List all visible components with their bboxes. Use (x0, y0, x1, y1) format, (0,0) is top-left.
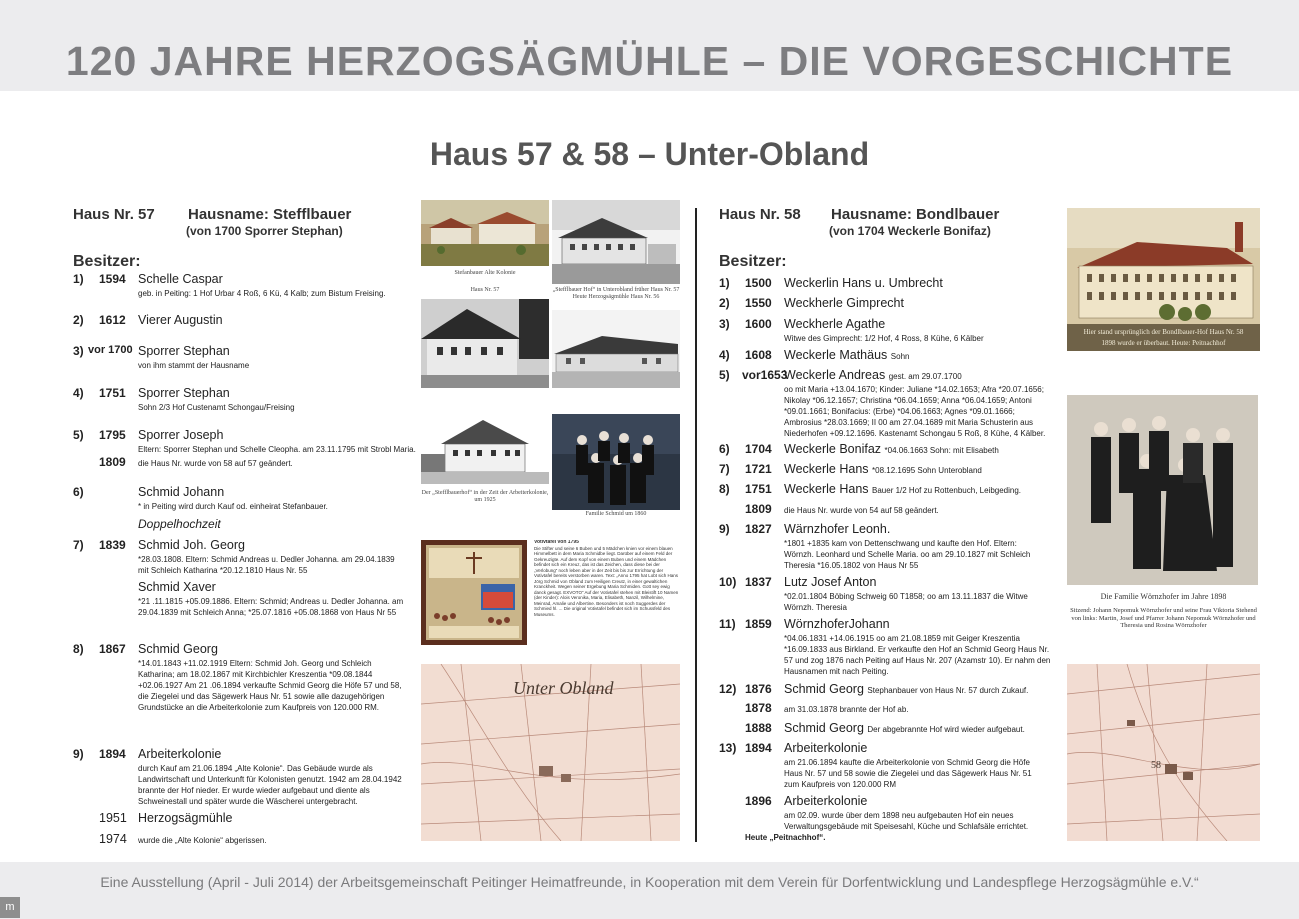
entry-name: Weckherle Agathe (784, 317, 886, 331)
entry-name: WörnzhoferJohann (784, 617, 890, 631)
entry-name: Weckerle Hans (784, 482, 869, 496)
entry-inline-note: Bauer 1/2 Hof zu Rottenbuch, Leibgeding. (872, 486, 1022, 495)
entry-name: Sporrer Stephan (138, 386, 230, 400)
house57-entry-5 (73, 428, 416, 455)
painting-caption-2: 1898 wurde er überbaut. Heute: Peitnachhof (1101, 339, 1226, 347)
entry-inline-note: gest. am 29.07.1700 (888, 372, 962, 381)
note-year: 1896 (745, 794, 772, 808)
entry-number: 11) (719, 617, 736, 631)
house57-entry-1 (73, 272, 403, 299)
entry-inline-note: Stephanbauer von Haus Nr. 57 durch Zukauf. (867, 686, 1029, 695)
house58-entry-9 (719, 522, 1049, 571)
house57-entry-6 (73, 485, 403, 512)
entry-year: vor 1700 (88, 344, 133, 356)
house58-number: Haus Nr. 58 (719, 206, 801, 223)
note-text: Herzogsägmühle (138, 811, 233, 825)
house57-name: Hausname: Stefflbauer (188, 206, 352, 223)
entry-year: 1600 (745, 317, 772, 331)
house58-entry-4 (719, 348, 1049, 362)
entry-year: 1876 (745, 682, 772, 696)
entry-year: 1795 (99, 428, 126, 442)
note-text: die Haus Nr. wurde von 58 auf 57 geändert. (138, 459, 293, 468)
house58-note-1809 (745, 502, 939, 516)
note-text: wurde die „Alte Kolonie“ abgerissen. (138, 836, 267, 845)
photo-caption-1: Stefanbauer Alte Kolonie (454, 270, 516, 276)
family-photo-names: Sitzend: Johann Nepomuk Wörnzhofer und seine Frau Viktoria Stehend von links: Martin, Josef und Pfarrer Johann Nepomuk Wörnzhofer und Theresia und Rosina Wörnzhofer (1070, 607, 1257, 629)
entry-details: Witwe des Gimprecht: 1/2 Hof, 4 Ross, 8 Kühe, 6 Kälber (784, 334, 984, 343)
page-title: 120 JAHRE HERZOGSÄGMÜHLE – DIE VORGESCHICHTE (65, 38, 1234, 84)
entry-number: 6) (73, 485, 84, 499)
double-wedding-label: Doppelhochzeit (138, 517, 221, 531)
entry-year: 1594 (99, 272, 126, 286)
entry-name: Arbeiterkolonie (138, 747, 222, 761)
note-year: 1974 (99, 832, 127, 846)
entry-number: 9) (719, 522, 730, 536)
house58-entry-11 (719, 617, 1049, 677)
entry-year: 1500 (745, 276, 772, 290)
house57-entry-9 (73, 747, 403, 807)
entry-details: *04.06.1831 +14.06.1915 oo am 21.08.1859 mit Geiger Kreszentia *16.09.1833 aus Birkland. Er verkaufte den Hof an Schmid Georg Haus Nr. 57 und zog 1876 nach Peiting auf Haus Nr. 207 (Azamstr 10). Er nahm den Hausnamen mit nach Peiting. (784, 634, 1051, 676)
note-year: 1878 (745, 701, 772, 715)
entry-number: 13) (719, 741, 737, 755)
house58-name: Hausname: Bondlbauer (831, 206, 1000, 223)
photo-caption-1b: Haus Nr. 57 (470, 287, 500, 293)
entry-number: 8) (719, 482, 730, 496)
house58-owners-label: Besitzer: (719, 253, 787, 270)
entry-number: 4) (719, 348, 730, 362)
note-text: die Haus Nr. wurde von 54 auf 58 geändert. (784, 506, 939, 515)
photo-caption-2: „Stefflbauer Hof“ in Unterobland früher Haus Nr. 57 Heute Herzogsägmühle Haus Nr. 56 (552, 287, 680, 300)
house57-note-1951 (99, 811, 233, 825)
note-text: am 31.03.1878 brannte der Hof ab. (784, 705, 909, 714)
entry-year: 1751 (99, 386, 126, 400)
entry-details: Eltern: Sporrer Stephan und Schelle Cleopha. am 23.11.1795 mit Strobl Maria. (138, 445, 416, 454)
votive-note-title: Votivtafel von 1795 (534, 540, 579, 545)
entry-details: durch Kauf am 21.06.1894 „Alte Kolonie“. Das Gebäude wurde als Landwirtschaft und Unterkunft für Kolonisten genutzt. 1942 am 28.04.1942 brannte der Hof nieder. Er wurde wieder aufgebaut und diente als Schweinestall und später wurde die Wäscherei untergebracht. (138, 764, 402, 806)
votive-tablet-note (534, 540, 682, 645)
entry-details: *14.01.1843 +11.02.1919 Eltern: Schmid Joh. Georg und Schleich Katharina; am 18.02.1867 mit Kirchbichler Kreszentia *09.08.1844 +02.06.1927 Am 21 .06.1894 verkaufte Schmid Georg die Höfe 57 und 58, die Ziegelei und das Sägewerk Haus Nr. 51 sowie alle dazugehörigen Grundstücke an die Arbeiterkolonie zum Kaufpreis von 120.000 RM. (138, 659, 402, 712)
entry-year: 1612 (99, 313, 126, 327)
entry-number: 4) (73, 386, 84, 400)
house58-entry-7 (719, 462, 1049, 476)
entry-name: Arbeiterkolonie (784, 741, 868, 755)
map-label: Unter Obland (513, 678, 614, 698)
entry-name: Vierer Augustin (138, 313, 223, 327)
entry-year: vor1653 (742, 368, 788, 382)
entry-year: 1550 (745, 296, 772, 310)
photo-schmid-family (552, 414, 680, 510)
house57-header (73, 206, 352, 238)
note-year: 1951 (99, 811, 127, 825)
entry-details: am 21.06.1894 kaufte die Arbeiterkolonie von Schmid Georg die Höfe Haus Nr. 57 und 58 sowie die Ziegelei und das Sägewerk Haus Nr. 51 zum Kaufpreis von 120.000 RM (784, 758, 1032, 789)
historic-map-left (421, 664, 680, 841)
entry-name: Schmid Joh. Georg (138, 538, 245, 552)
painting-caption-1: Hier stand ursprünglich der Bondlbauer-Hof Haus Nr. 58 (1083, 328, 1244, 336)
historic-map-right (1067, 664, 1260, 841)
entry-details: oo mit Maria +13.04.1670; Kinder: Juliane *14.02.1653; Afra *20.07.1656; Nikolay *06.12.1657; Christina *06.04.1659; Anna *06.04.1659; Antoni *09.01.1661; Bonifacius: (Erbe) *04.06.1663; Agnes *09.01.1666; Ambrosius *28.03.1669; II 00 am 27.04.1689 mit Maria Schusterin aus Niederhofen +09.12.1696. Kastenamt Schongau 5 Roß, 8 Kühe, 4 Kälber. (784, 385, 1046, 438)
footer-text: Eine Ausstellung (April - Juli 2014) der Arbeitsgemeinschaft Peitinger Heimatfreunde, in Kooperation mit dem Verein für Dorfentwicklung und Landespflege Herzogsägmühle e.V.“ (100, 874, 1199, 890)
entry-number: 3) (719, 317, 730, 331)
note-year: 1809 (745, 502, 772, 516)
house58-subname: (von 1704 Weckerle Bonifaz) (829, 224, 991, 238)
entry-name: Weckerle Hans (784, 462, 869, 476)
votive-note-text: Die Stifter und seine 6 Buben und 5 Mädchen knien vor einem blauen Himmelbett in dem Maria Schmidbe liegt. Darüber auf einem Feld der Gekreuzigte. Auf dem Kopf von einem Buben und einem Mädchen befindet sich ein Kreuz, das ist das Zeichen, dass diese bei der „Verlobung“ noch leben aber in der Zeit bis bis zur Errichtung der Votivtafel bereits verstorben waren. Text: „Anno 1795 hat Lobt sich Hans Jörg Schmid von Obland zum Heiligen Creutz, in einer gewaltichen Kranckheit. Wegen seiner Ergebung Maria Schmiden. Gott sey ewig danck gesagt. EXVOTO“ Auf der Votivtafel stehen mit Bleistift 10 Namen (der Kinder): Alois Veronika, Maria, Elisabeth, Nanzil, Wilhelmine, Meinrad, Amalie und Albertine. Besonders ist noch Suggerdes der Schmied hl. ... Die original Votivtafel befindet sich im Schussfeld des Museums. (534, 545, 679, 617)
entry-number: 9) (73, 747, 84, 761)
photo-caption-4: Familie Schmid um 1860 (585, 511, 647, 517)
house57-owners-label: Besitzer: (73, 253, 141, 270)
entry-inline-note: Sohn (890, 352, 910, 361)
house58-entry-6 (719, 442, 1049, 456)
entry-name: Weckerle Bonifaz (784, 442, 882, 456)
map-house-number: 58 (1151, 760, 1161, 771)
entry-year: 1704 (745, 442, 772, 456)
entry-number: 5) (719, 368, 730, 382)
house57-entry-8 (73, 642, 403, 713)
entry-details: *28.03.1808. Eltern: Schmid Andreas u. Dedler Johanna. am 29.04.1839 mit Schleich Katharina *20.12.1810 Haus Nr. 55 (138, 555, 395, 575)
entry-year: 1894 (745, 741, 772, 755)
house58-entry-8 (719, 482, 1049, 496)
entry-details: *02.01.1804 Böbing Schweig 60 T1858; oo am 13.11.1837 die Witwe Wörnzh. Theresia (784, 592, 1028, 612)
entry-details: geb. in Peiting: 1 Hof Urbar 4 Roß, 6 Kü, 4 Kalb; zum Bistum Freising. (138, 289, 386, 298)
entry-inline-note: *08.12.1695 Sohn Unterobland (872, 466, 982, 475)
entry-year: 1867 (99, 642, 126, 656)
entry-name: Weckerle Mathäus (784, 348, 888, 362)
entry-number: 2) (719, 296, 730, 310)
house57-note-1809 (99, 455, 293, 469)
house58-header (719, 206, 1000, 238)
house58-note-1896 (719, 794, 1049, 832)
entry-name: Schmid Johann (138, 485, 225, 499)
corner-tab: m (0, 897, 20, 918)
entry-details: *21 .11.1815 +05.09.1886. Eltern: Schmid; Andreas u. Dedler Johanna. am 29.04.1839 mit Schleich Anna; *25.07.1816 +05.08.1868 von Haus Nr 55 (138, 597, 404, 617)
page-subtitle: Haus 57 & 58 – Unter-Obland (429, 136, 870, 172)
entry-name: Wärnzhofer Leonh. (784, 522, 891, 536)
entry-year: 1827 (745, 522, 772, 536)
entry-number: 2) (73, 313, 84, 327)
entry-number: 6) (719, 442, 730, 456)
entry-year: 1859 (745, 617, 772, 631)
house58-entry-13 (719, 741, 1049, 790)
house57-entry-7 (73, 538, 403, 576)
entry-name: Weckherle Gimprecht (784, 296, 904, 310)
entry-name: Weckerlin Hans u. Umbrecht (784, 276, 943, 290)
note-text: am 02.09. wurde über dem 1898 neu aufgebauten Hof ein neues Verwaltungsgebäude mit Speisesahl, Küche und Schlafsäle errichtet. (784, 811, 1029, 831)
entry-year: 1837 (745, 575, 772, 589)
house58-note-1888 (745, 721, 1025, 735)
entry-name: Schmid Georg (784, 682, 864, 696)
column-divider (695, 208, 697, 842)
house58-entry-2 (719, 296, 1049, 310)
entry-number: 8) (73, 642, 84, 656)
entry-number: 7) (719, 462, 730, 476)
house57-entry-2 (73, 313, 403, 327)
house58-entry-12 (719, 682, 1049, 696)
entry-details: von ihm stammt der Hausname (138, 361, 250, 370)
entry-year: 1751 (745, 482, 772, 496)
entry-details: Sohn 2/3 Hof Custenamt Schongau/Freising (138, 403, 295, 412)
photo-caption-3: Der „Stefflbauerhof“ in der Zeit der Arbeiterkolonie, um 1925 (421, 490, 549, 503)
entry-name: Sporrer Stephan (138, 344, 230, 358)
votive-tablet-1795 (421, 540, 527, 645)
house58-today: Heute „Peitnachhof“. (745, 833, 826, 842)
entry-number: 7) (73, 538, 84, 552)
note-year: 1888 (745, 721, 772, 735)
house58-entry-5 (719, 368, 1049, 439)
entry-name: Schmid Xaver (138, 580, 216, 594)
entry-name: Schmid Georg (138, 642, 218, 656)
house57-entry-3 (73, 344, 403, 371)
house57-note-1974 (99, 832, 267, 846)
photo-stefflbauer-hof (552, 200, 680, 284)
entry-details: * in Peiting wird durch Kauf od. einheirat Stefanbauer. (138, 502, 328, 511)
painting-stefanbauer (421, 200, 549, 266)
entry-year: 1839 (99, 538, 126, 552)
entry-year: 1721 (745, 462, 772, 476)
family-photo-caption: Die Familie Wörnzhofer im Jahre 1898 (1100, 592, 1227, 601)
entry-year: 1608 (745, 348, 772, 362)
photo-old-farmhouse (421, 299, 549, 388)
house57-entry-7b (73, 580, 403, 618)
note-name: Schmid Georg (784, 721, 864, 735)
house58-entry-1 (719, 276, 1049, 290)
house58-entry-10 (719, 575, 1049, 613)
entry-inline-note: *04.06.1663 Sohn: mit Elisabeth (884, 446, 999, 455)
entry-name: Weckerle Andreas (784, 368, 886, 382)
house58-note-1878 (745, 701, 909, 715)
note-text: Der abgebrannte Hof wird wieder aufgebaut. (867, 725, 1025, 734)
entry-name: Schelle Caspar (138, 272, 223, 286)
entry-name: Lutz Josef Anton (784, 575, 877, 589)
house57-number: Haus Nr. 57 (73, 206, 155, 223)
entry-number: 1) (719, 276, 730, 290)
entry-number: 1) (73, 272, 84, 286)
note-name: Arbeiterkolonie (784, 794, 868, 808)
entry-number: 10) (719, 575, 737, 589)
house58-entry-3 (719, 317, 1049, 344)
note-year: 1809 (99, 455, 126, 469)
entry-number: 5) (73, 428, 84, 442)
photo-long-barn (552, 310, 680, 388)
house57-entry-4 (73, 386, 403, 413)
photo-woernzhofer-family (1067, 395, 1258, 585)
entry-number: 3) (73, 344, 84, 358)
entry-name: Sporrer Joseph (138, 428, 224, 442)
footer-bar (0, 862, 1299, 919)
entry-number: 12) (719, 682, 737, 696)
photo-colony-era-house (421, 414, 549, 484)
entry-year: 1894 (99, 747, 126, 761)
entry-details: *1801 +1835 kam von Dettenschwang und kaufte den Hof. Eltern: Wörnzh. Leonhard und Schelle Maria. oo am 29.10.1827 mit Schleich Theresia *16.05.1802 von Haus Nr 55 (784, 539, 1031, 570)
house57-subname: (von 1700 Sporrer Stephan) (186, 224, 343, 238)
